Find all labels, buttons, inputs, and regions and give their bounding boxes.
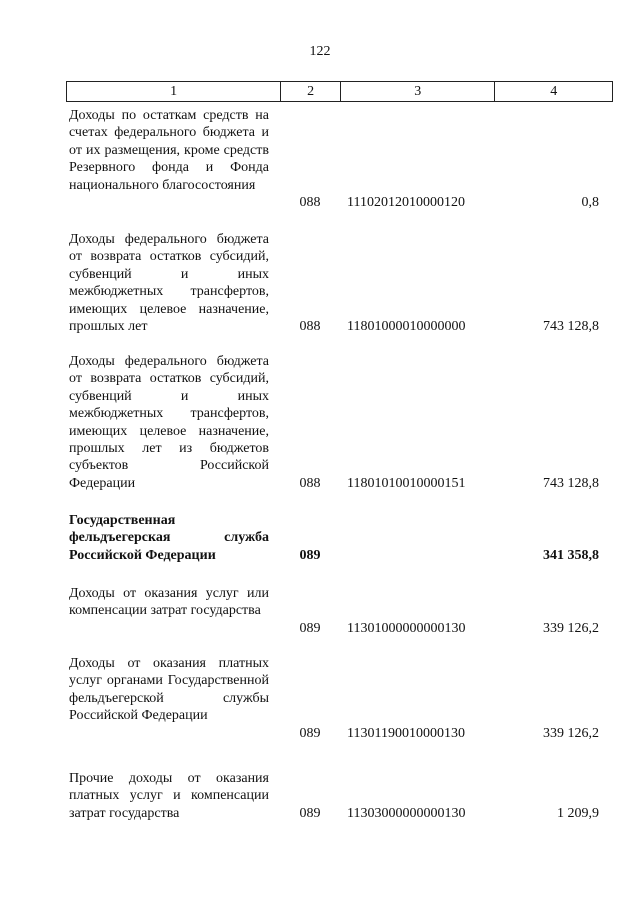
row-kbk: 11301000000000130 xyxy=(347,621,466,636)
page-number: 122 xyxy=(309,44,331,59)
row-code: 089 xyxy=(299,621,321,636)
row-description: Государственная фельдъегерская служба Российской Федерации xyxy=(69,513,269,563)
row-code: 089 xyxy=(299,726,321,741)
header-col-2: 2 xyxy=(281,82,341,101)
row-kbk: 11102012010000120 xyxy=(347,195,465,210)
row-amount: 341 358,8 xyxy=(543,548,599,563)
row-kbk: 11303000000000130 xyxy=(347,806,466,821)
row-code: 088 xyxy=(299,319,321,334)
row-description: Доходы федерального бюджета от возврата остатков субсидий, субвенций и иных межбюджетных трансфертов, имеющих целевое назначение, прошлых лет из бюджетов субъектов Российской Федерации xyxy=(69,354,269,491)
header-col-4: 4 xyxy=(550,84,558,99)
header-col-3: 3 xyxy=(341,82,495,101)
row-amount: 1 209,9 xyxy=(557,806,599,821)
row-amount: 743 128,8 xyxy=(543,476,599,491)
row-amount: 339 126,2 xyxy=(543,621,599,636)
row-amount: 743 128,8 xyxy=(543,319,599,334)
table-header xyxy=(66,81,613,102)
header-col-1: 1 xyxy=(67,82,281,101)
row-kbk: 11801000010000000 xyxy=(347,319,466,334)
row-kbk: 11801010010000151 xyxy=(347,476,466,491)
row-kbk: 11301190010000130 xyxy=(347,726,465,741)
row-code: 089 xyxy=(299,806,321,821)
row-description: Доходы по остаткам средств на счетах федерального бюджета и от их размещения, кроме средств Резервного фонда и Фонда национального благосостояния xyxy=(69,108,269,193)
row-code: 089 xyxy=(299,548,321,563)
row-code: 088 xyxy=(299,476,321,491)
row-description: Прочие доходы от оказания платных услуг и компенсации затрат государства xyxy=(69,771,269,821)
row-amount: 0,8 xyxy=(581,195,599,210)
row-code: 088 xyxy=(299,195,321,210)
row-amount: 339 126,2 xyxy=(543,726,599,741)
row-description: Доходы от оказания услуг или компенсации затрат государства xyxy=(69,586,269,619)
row-description: Доходы федерального бюджета от возврата остатков субсидий, субвенций и иных межбюджетных трансфертов, имеющих целевое назначение, прошлых лет xyxy=(69,232,269,335)
row-description: Доходы от оказания платных услуг органами Государственной фельдъегерской службы Российской Федерации xyxy=(69,656,269,724)
